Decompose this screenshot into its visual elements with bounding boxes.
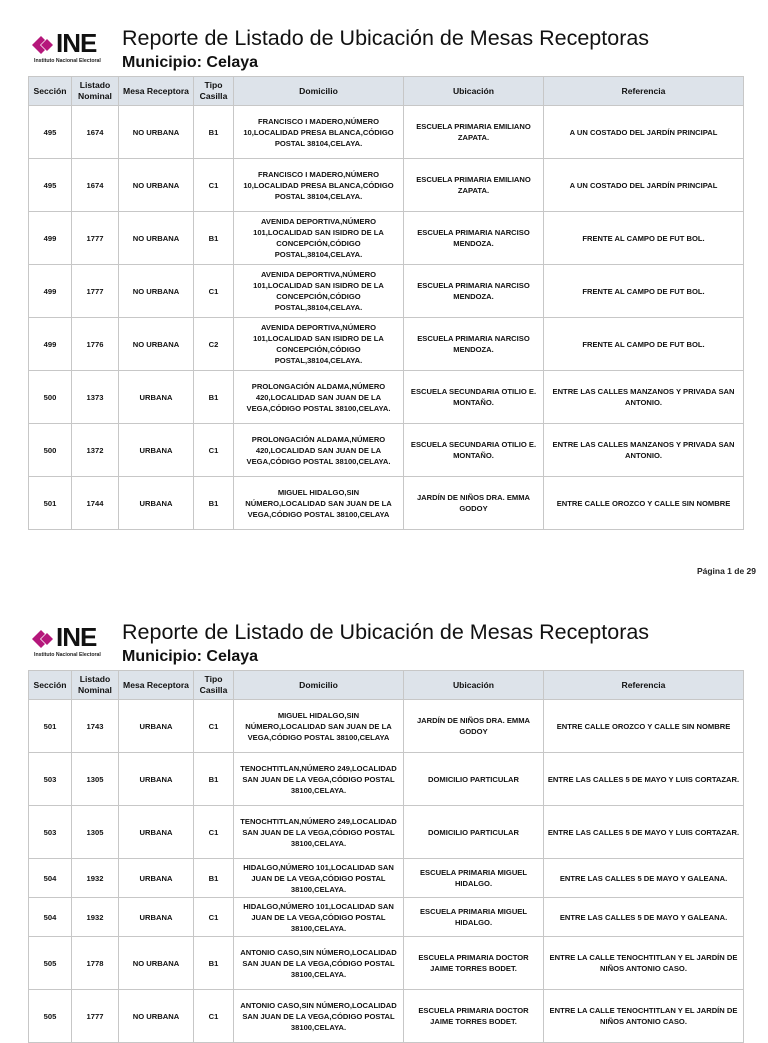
cell-tipo: C1	[194, 424, 234, 477]
col-seccion: Sección	[29, 671, 72, 700]
cell-mesa: URBANA	[119, 477, 194, 530]
cell-mesa: URBANA	[119, 806, 194, 859]
cell-listado: 1778	[72, 937, 119, 990]
municipio-label: Municipio: Celaya	[122, 648, 259, 665]
cell-seccion: 505	[29, 990, 72, 1043]
cell-mesa: URBANA	[119, 700, 194, 753]
cell-referencia: ENTRE CALLE OROZCO Y CALLE SIN NOMBRE	[544, 700, 744, 753]
col-ubicacion: Ubicación	[404, 77, 544, 106]
cell-domicilio: HIDALGO,NÚMERO 101,LOCALIDAD SAN JUAN DE LA VEGA,CÓDIGO POSTAL 38100,CELAYA.	[234, 859, 404, 898]
cell-ubicacion: ESCUELA PRIMARIA DOCTOR JAIME TORRES BODET.	[404, 990, 544, 1043]
cell-seccion: 501	[29, 477, 72, 530]
table-row	[29, 212, 744, 265]
cell-ubicacion: JARDÍN DE NIÑOS DRA. EMMA GODOY	[404, 700, 544, 753]
table-row	[29, 898, 744, 937]
cell-seccion: 499	[29, 212, 72, 265]
cell-seccion: 504	[29, 859, 72, 898]
cell-listado: 1674	[72, 159, 119, 212]
cell-seccion: 503	[29, 806, 72, 859]
logo-text: INE	[56, 28, 97, 58]
cell-listado: 1674	[72, 106, 119, 159]
ine-logo-mark-icon	[32, 36, 58, 54]
col-mesa-receptora: Mesa Receptora	[119, 671, 194, 700]
cell-listado: 1305	[72, 753, 119, 806]
cell-domicilio: MIGUEL HIDALGO,SIN NÚMERO,LOCALIDAD SAN JUAN DE LA VEGA,CÓDIGO POSTAL 38100,CELAYA	[234, 477, 404, 530]
ine-logo	[32, 622, 116, 662]
cell-tipo: B1	[194, 753, 234, 806]
col-domicilio: Domicilio	[234, 77, 404, 106]
cell-listado: 1932	[72, 898, 119, 937]
cell-seccion: 505	[29, 937, 72, 990]
cell-mesa: URBANA	[119, 859, 194, 898]
cell-tipo: C1	[194, 990, 234, 1043]
cell-referencia: A UN COSTADO DEL JARDÍN PRINCIPAL	[544, 106, 744, 159]
report-page-2	[28, 618, 743, 1043]
cell-domicilio: MIGUEL HIDALGO,SIN NÚMERO,LOCALIDAD SAN JUAN DE LA VEGA,CÓDIGO POSTAL 38100,CELAYA	[234, 700, 404, 753]
cell-ubicacion: ESCUELA SECUNDARIA OTILIO E. MONTAÑO.	[404, 371, 544, 424]
cell-domicilio: ANTONIO CASO,SIN NÚMERO,LOCALIDAD SAN JUAN DE LA VEGA,CÓDIGO POSTAL 38100,CELAYA.	[234, 937, 404, 990]
cell-listado: 1932	[72, 859, 119, 898]
cell-listado: 1373	[72, 371, 119, 424]
municipio-label: Municipio: Celaya	[122, 54, 259, 71]
report-page-1	[28, 24, 743, 530]
cell-ubicacion: ESCUELA PRIMARIA EMILIANO ZAPATA.	[404, 106, 544, 159]
cell-ubicacion: ESCUELA PRIMARIA NARCISO MENDOZA.	[404, 212, 544, 265]
col-listado-nominal: Listado Nominal	[72, 671, 119, 700]
cell-listado: 1305	[72, 806, 119, 859]
cell-listado: 1777	[72, 212, 119, 265]
col-domicilio: Domicilio	[234, 671, 404, 700]
table-row	[29, 806, 744, 859]
cell-referencia: ENTRE LAS CALLES MANZANOS Y PRIVADA SAN ANTONIO.	[544, 424, 744, 477]
table-row	[29, 371, 744, 424]
cell-listado: 1776	[72, 318, 119, 371]
mesas-table	[28, 670, 744, 1043]
cell-mesa: URBANA	[119, 424, 194, 477]
col-listado-nominal: Listado Nominal	[72, 77, 119, 106]
cell-domicilio: AVENIDA DEPORTIVA,NÚMERO 101,LOCALIDAD SAN ISIDRO DE LA CONCEPCIÓN,CÓDIGO POSTAL,38104,CELAYA.	[234, 212, 404, 265]
cell-domicilio: PROLONGACIÓN ALDAMA,NÚMERO 420,LOCALIDAD SAN JUAN DE LA VEGA,CÓDIGO POSTAL 38100,CELAYA.	[234, 424, 404, 477]
cell-mesa: URBANA	[119, 753, 194, 806]
cell-tipo: B1	[194, 859, 234, 898]
cell-ubicacion: ESCUELA PRIMARIA EMILIANO ZAPATA.	[404, 159, 544, 212]
cell-seccion: 500	[29, 371, 72, 424]
ine-logo-mark-icon	[32, 630, 58, 648]
table-body	[29, 700, 744, 1043]
report-title: Reporte de Listado de Ubicación de Mesas Receptoras	[122, 620, 650, 644]
table-row	[29, 990, 744, 1043]
report-title: Reporte de Listado de Ubicación de Mesas Receptoras	[122, 26, 650, 50]
cell-seccion: 501	[29, 700, 72, 753]
logo-subtitle: Instituto Nacional Electoral	[34, 58, 101, 64]
cell-listado: 1777	[72, 265, 119, 318]
cell-mesa: NO URBANA	[119, 159, 194, 212]
logo-text: INE	[56, 622, 97, 652]
cell-tipo: C1	[194, 700, 234, 753]
cell-domicilio: FRANCISCO I MADERO,NÚMERO 10,LOCALIDAD PRESA BLANCA,CÓDIGO POSTAL 38104,CELAYA.	[234, 159, 404, 212]
cell-referencia: ENTRE LAS CALLES MANZANOS Y PRIVADA SAN ANTONIO.	[544, 371, 744, 424]
cell-tipo: B1	[194, 106, 234, 159]
cell-ubicacion: DOMICILIO PARTICULAR	[404, 806, 544, 859]
cell-seccion: 495	[29, 159, 72, 212]
cell-domicilio: AVENIDA DEPORTIVA,NÚMERO 101,LOCALIDAD SAN ISIDRO DE LA CONCEPCIÓN,CÓDIGO POSTAL,38104,CELAYA.	[234, 265, 404, 318]
cell-tipo: C1	[194, 265, 234, 318]
cell-mesa: NO URBANA	[119, 990, 194, 1043]
ine-logo	[32, 28, 116, 68]
cell-listado: 1777	[72, 990, 119, 1043]
table-row	[29, 265, 744, 318]
cell-listado: 1744	[72, 477, 119, 530]
cell-mesa: NO URBANA	[119, 318, 194, 371]
cell-referencia: FRENTE AL CAMPO DE FUT BOL.	[544, 318, 744, 371]
col-tipo-casilla: Tipo Casilla	[194, 77, 234, 106]
cell-tipo: B1	[194, 371, 234, 424]
table-row	[29, 318, 744, 371]
cell-ubicacion: ESCUELA PRIMARIA MIGUEL HIDALGO.	[404, 898, 544, 937]
col-seccion: Sección	[29, 77, 72, 106]
report-header	[28, 618, 743, 670]
cell-ubicacion: ESCUELA PRIMARIA DOCTOR JAIME TORRES BODET.	[404, 937, 544, 990]
cell-tipo: C1	[194, 898, 234, 937]
cell-ubicacion: ESCUELA PRIMARIA NARCISO MENDOZA.	[404, 265, 544, 318]
table-header-row	[29, 671, 744, 700]
cell-domicilio: AVENIDA DEPORTIVA,NÚMERO 101,LOCALIDAD SAN ISIDRO DE LA CONCEPCIÓN,CÓDIGO POSTAL,38104,CELAYA.	[234, 318, 404, 371]
col-ubicacion: Ubicación	[404, 671, 544, 700]
col-tipo-casilla: Tipo Casilla	[194, 671, 234, 700]
cell-domicilio: TENOCHTITLAN,NÚMERO 249,LOCALIDAD SAN JUAN DE LA VEGA,CÓDIGO POSTAL 38100,CELAYA.	[234, 753, 404, 806]
cell-referencia: A UN COSTADO DEL JARDÍN PRINCIPAL	[544, 159, 744, 212]
cell-referencia: ENTRE LAS CALLES 5 DE MAYO Y GALEANA.	[544, 859, 744, 898]
cell-tipo: B1	[194, 212, 234, 265]
report-header	[28, 24, 743, 76]
cell-referencia: FRENTE AL CAMPO DE FUT BOL.	[544, 212, 744, 265]
col-referencia: Referencia	[544, 671, 744, 700]
cell-listado: 1743	[72, 700, 119, 753]
table-header-row	[29, 77, 744, 106]
cell-seccion: 504	[29, 898, 72, 937]
cell-seccion: 499	[29, 265, 72, 318]
cell-domicilio: ANTONIO CASO,SIN NÚMERO,LOCALIDAD SAN JUAN DE LA VEGA,CÓDIGO POSTAL 38100,CELAYA.	[234, 990, 404, 1043]
cell-referencia: ENTRE LA CALLE TENOCHTITLAN Y EL JARDÍN DE NIÑOS ANTONIO CASO.	[544, 937, 744, 990]
cell-referencia: ENTRE LAS CALLES 5 DE MAYO Y LUIS CORTAZAR.	[544, 806, 744, 859]
cell-referencia: ENTRE CALLE OROZCO Y CALLE SIN NOMBRE	[544, 477, 744, 530]
col-referencia: Referencia	[544, 77, 744, 106]
table-row	[29, 477, 744, 530]
cell-seccion: 495	[29, 106, 72, 159]
table-row	[29, 424, 744, 477]
cell-seccion: 499	[29, 318, 72, 371]
cell-domicilio: PROLONGACIÓN ALDAMA,NÚMERO 420,LOCALIDAD SAN JUAN DE LA VEGA,CÓDIGO POSTAL 38100,CELAYA.	[234, 371, 404, 424]
cell-tipo: B1	[194, 937, 234, 990]
page-number: Página 1 de 29	[696, 566, 756, 576]
cell-ubicacion: DOMICILIO PARTICULAR	[404, 753, 544, 806]
cell-tipo: C2	[194, 318, 234, 371]
cell-referencia: ENTRE LA CALLE TENOCHTITLAN Y EL JARDÍN DE NIÑOS ANTONIO CASO.	[544, 990, 744, 1043]
table-row	[29, 700, 744, 753]
table-body	[29, 106, 744, 530]
cell-ubicacion: ESCUELA PRIMARIA NARCISO MENDOZA.	[404, 318, 544, 371]
cell-referencia: ENTRE LAS CALLES 5 DE MAYO Y GALEANA.	[544, 898, 744, 937]
logo-subtitle: Instituto Nacional Electoral	[34, 652, 101, 658]
cell-referencia: ENTRE LAS CALLES 5 DE MAYO Y LUIS CORTAZAR.	[544, 753, 744, 806]
cell-ubicacion: JARDÍN DE NIÑOS DRA. EMMA GODOY	[404, 477, 544, 530]
mesas-table	[28, 76, 744, 530]
cell-mesa: URBANA	[119, 898, 194, 937]
cell-mesa: URBANA	[119, 371, 194, 424]
cell-domicilio: TENOCHTITLAN,NÚMERO 249,LOCALIDAD SAN JUAN DE LA VEGA,CÓDIGO POSTAL 38100,CELAYA.	[234, 806, 404, 859]
cell-referencia: FRENTE AL CAMPO DE FUT BOL.	[544, 265, 744, 318]
table-row	[29, 106, 744, 159]
col-mesa-receptora: Mesa Receptora	[119, 77, 194, 106]
cell-mesa: NO URBANA	[119, 937, 194, 990]
cell-seccion: 500	[29, 424, 72, 477]
cell-ubicacion: ESCUELA PRIMARIA MIGUEL HIDALGO.	[404, 859, 544, 898]
cell-domicilio: FRANCISCO I MADERO,NÚMERO 10,LOCALIDAD PRESA BLANCA,CÓDIGO POSTAL 38104,CELAYA.	[234, 106, 404, 159]
cell-mesa: NO URBANA	[119, 212, 194, 265]
cell-tipo: C1	[194, 159, 234, 212]
table-row	[29, 859, 744, 898]
table-row	[29, 937, 744, 990]
cell-seccion: 503	[29, 753, 72, 806]
cell-mesa: NO URBANA	[119, 106, 194, 159]
cell-domicilio: HIDALGO,NÚMERO 101,LOCALIDAD SAN JUAN DE LA VEGA,CÓDIGO POSTAL 38100,CELAYA.	[234, 898, 404, 937]
cell-mesa: NO URBANA	[119, 265, 194, 318]
cell-tipo: B1	[194, 477, 234, 530]
cell-listado: 1372	[72, 424, 119, 477]
table-row	[29, 159, 744, 212]
table-row	[29, 753, 744, 806]
cell-tipo: C1	[194, 806, 234, 859]
cell-ubicacion: ESCUELA SECUNDARIA OTILIO E. MONTAÑO.	[404, 424, 544, 477]
